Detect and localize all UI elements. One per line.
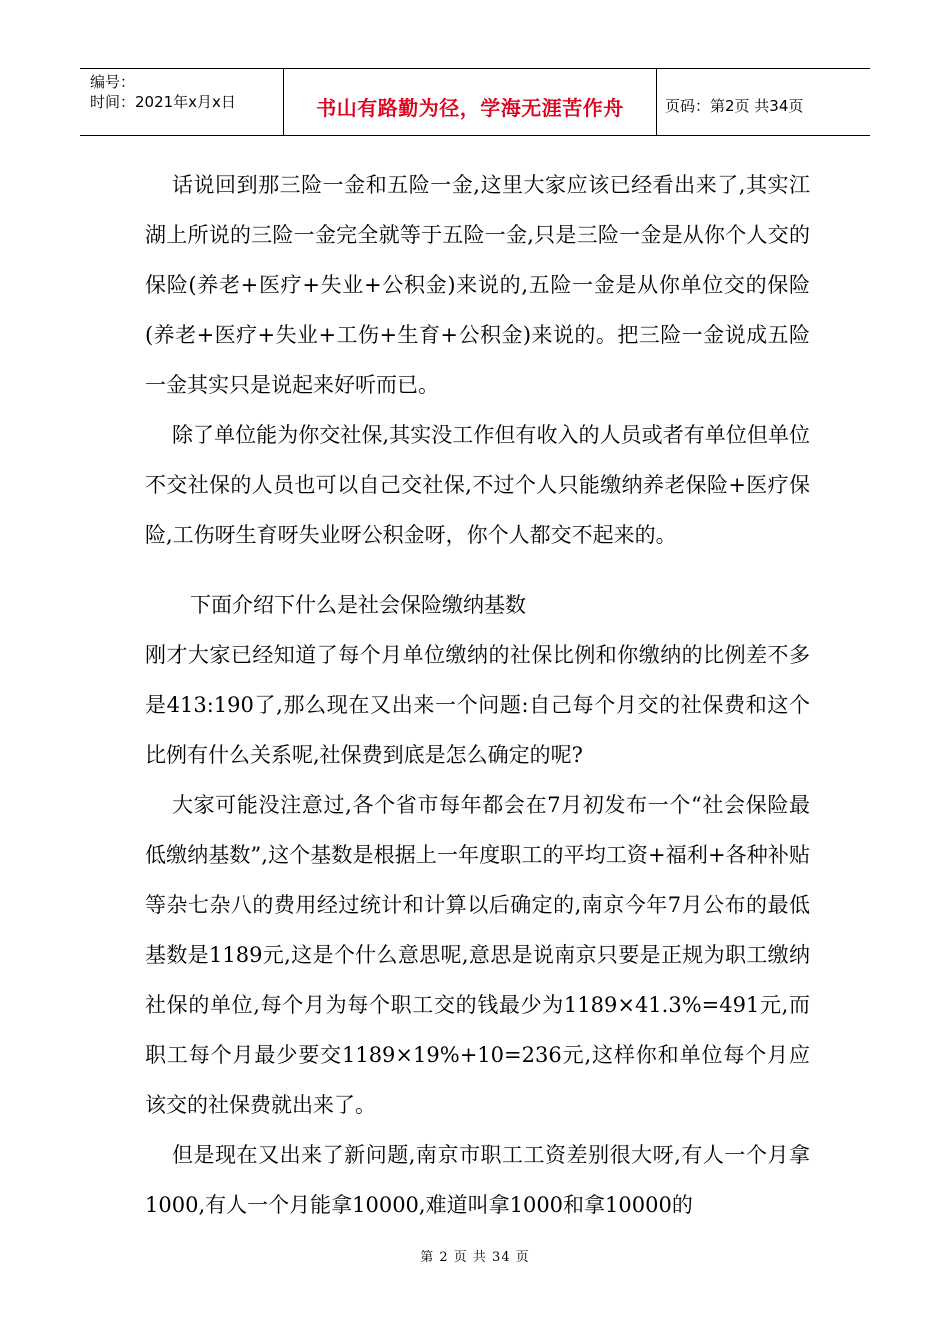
body-paragraph: 除了单位能为你交社保,其实没工作但有收入的人员或者有单位但单位不交社保的人员也可以自己交社保,不过个人只能缴纳养老保险+医疗保险,工伤呀生育呀失业呀公积金呀，你个人都交不起来的。 xyxy=(145,423,810,547)
page-header xyxy=(80,68,870,136)
document-date-label: 时间：2021年x月x日 xyxy=(90,93,236,111)
document-body xyxy=(145,160,810,1230)
header-motto: 书山有路勤为径，学海无涯苦作舟 xyxy=(316,95,624,120)
section-heading: 下面介绍下什么是社会保险缴纳基数 xyxy=(190,593,526,617)
header-motto-cell xyxy=(283,69,657,135)
body-paragraph: 大家可能没注意过,各个省市每年都会在7月初发布一个“社会保险最低缴纳基数”,这个基数是根据上一年度职工的平均工资+福利+各种补贴等杂七杂八的费用经过统计和计算以后确定的,南京今年7月公布的最低基数是1189元,这是个什么意思呢,意思是说南京只要是正规为职工缴纳社保的单位,每个月为每个职工交的钱最少为1189×41.3%=491元,而职工每个月最少要交1189×19%+10=236元,这样你和单位每个月应该交的社保费就出来了。 xyxy=(145,793,810,1117)
body-paragraph: 话说回到那三险一金和五险一金,这里大家应该已经看出来了,其实江湖上所说的三险一金完全就等于五险一金,只是三险一金是从你个人交的保险(养老+医疗+失业+公积金)来说的,五险一金是从你单位交的保险(养老+医疗+失业+工伤+生育+公积金)来说的。把三险一金说成五险一金其实只是说起来好听而已。 xyxy=(145,173,810,397)
document-number-label: 编号： xyxy=(90,73,136,91)
header-meta-cell xyxy=(80,69,283,135)
page-footer: 第 2 页 共 34 页 xyxy=(420,1250,530,1265)
header-page-cell xyxy=(657,69,870,135)
header-page-info: 页码：第2页 共34页 xyxy=(665,96,804,115)
body-paragraph: 但是现在又出来了新问题,南京市职工工资差别很大呀,有人一个月拿1000,有人一个月能拿10000,难道叫拿1000和拿10000的 xyxy=(145,1143,810,1217)
body-paragraph: 刚才大家已经知道了每个月单位缴纳的社保比例和你缴纳的比例差不多是413:190了,那么现在又出来一个问题:自己每个月交的社保费和这个比例有什么关系呢,社保费到底是怎么确定的呢? xyxy=(145,643,810,767)
